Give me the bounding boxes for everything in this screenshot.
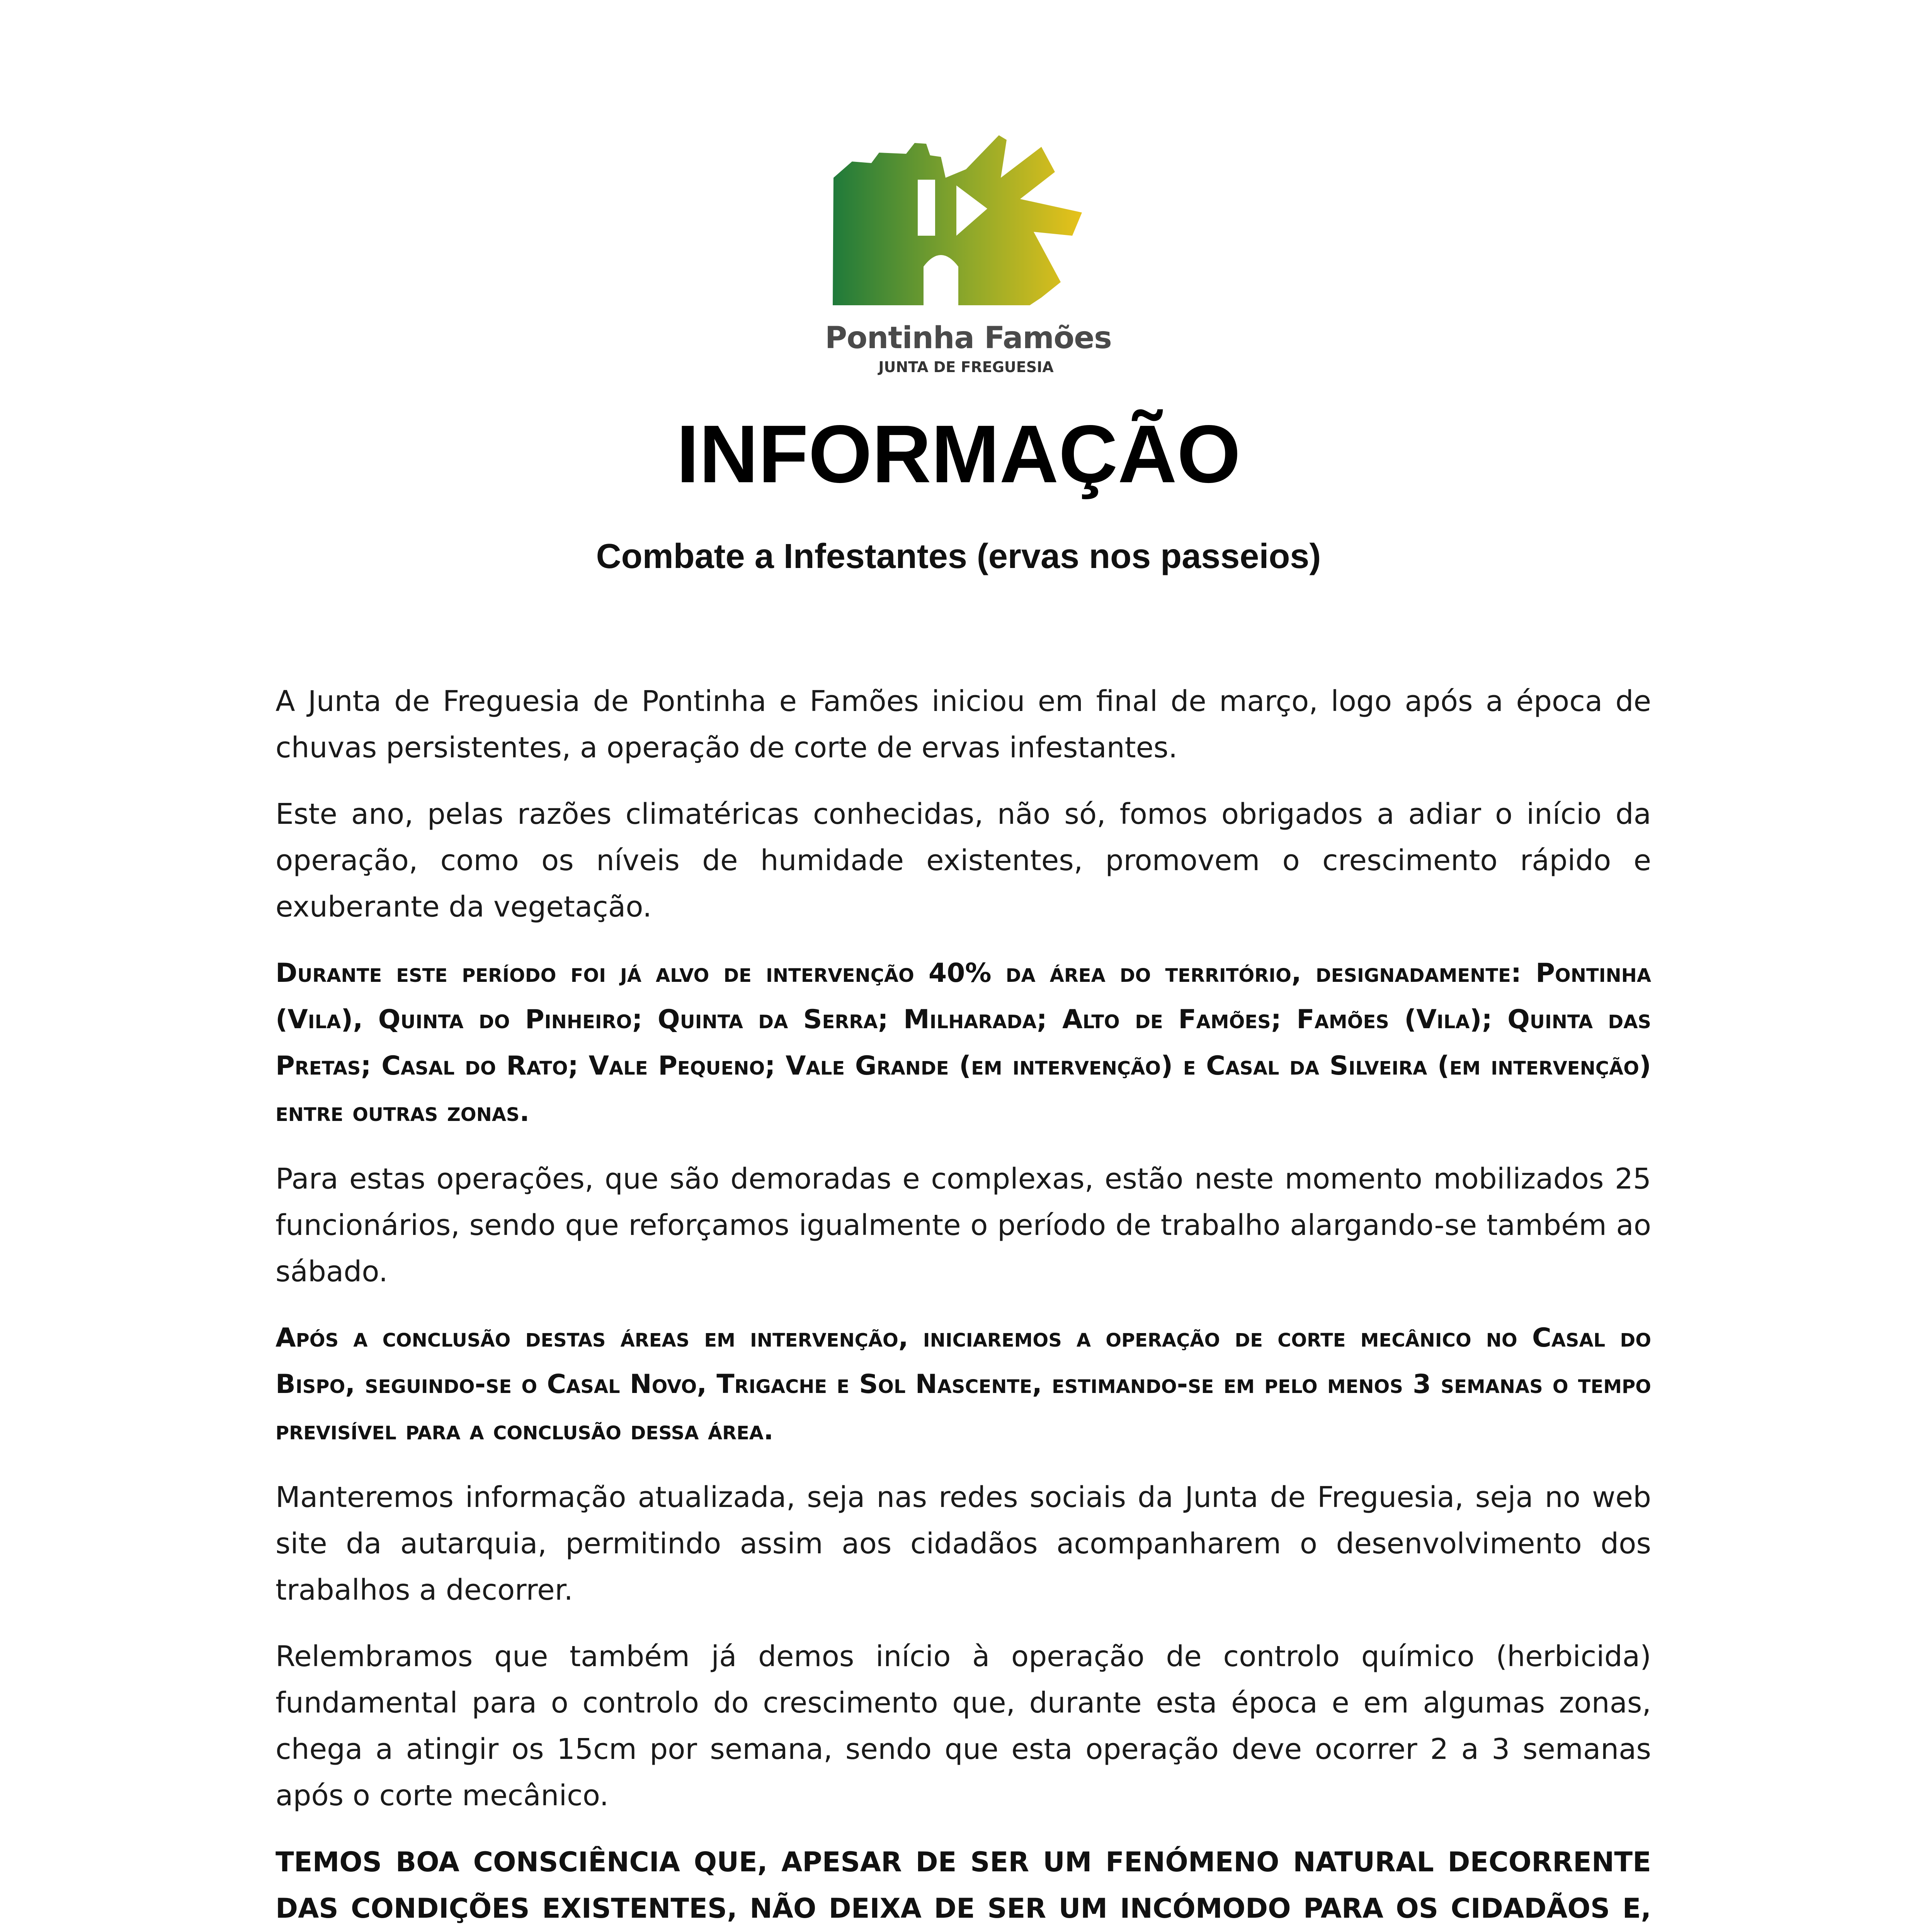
document-body xyxy=(276,678,1651,1932)
page-subtitle: Combate a Infestantes (ervas nos passeios) xyxy=(596,537,1321,576)
paragraph-awareness: TEMOS BOA CONSCIÊNCIA QUE, APESAR DE SER UM FENÓMENO NATURAL DECORRENTE DAS CONDIÇÕES EXISTENTES, NÃO DEIXA DE SER UM INCÓMODO PARA OS CIDADÃOS E, xyxy=(276,1846,1651,1924)
page-title: INFORMAÇÃO xyxy=(676,408,1241,500)
paragraph-updates: Manteremos informação atualizada, seja nas redes sociais da Junta de Freguesia, seja no web site da autarquia, permitindo assim aos cidadãos acompanharem o desenvolvimento dos trabalhos a decorrer. xyxy=(276,1481,1651,1607)
paragraph-herbicide: Relembramos que também já demos início à operação de controlo químico (herbicida) fundamental para o controlo do crescimento que, durante esta época e em algumas zonas, chega a atingir os 15cm por semana, sendo que esta operação deve ocorrer 2 a 3 semanas após o corte mecânico. xyxy=(276,1640,1651,1812)
castle-windmill-icon xyxy=(825,120,1107,328)
paragraph-intervention-areas: Durante este período foi já alvo de intervenção 40% da área do território, designadamente: Pontinha (Vila), Quinta do Pinheiro; Quinta da Serra; Milharada; Alto de Famões; Famões (Vila); Quinta das Pretas; Casal do Rato; Vale Pequeno; Vale Grande (em intervenção) e Casal da Silveira (em intervenção) entre outras zonas. xyxy=(276,958,1651,1128)
junta-logo xyxy=(825,120,1112,383)
paragraph-workforce: Para estas operações, que são demoradas e complexas, estão neste momento mobilizados 25 funcionários, sendo que reforçamos igualmente o período de trabalho alargando-se também ao sábado. xyxy=(276,1162,1651,1288)
paragraph-climate: Este ano, pelas razões climatéricas conhecidas, não só, fomos obrigados a adiar o início da operação, como os níveis de humidade existentes, promovem o crescimento rápido e exuberante da vegetação. xyxy=(276,798,1651,923)
logo-subtitle: JUNTA DE FREGUESIA xyxy=(878,359,1054,376)
paragraph-next-areas: Após a conclusão destas áreas em intervenção, iniciaremos a operação de corte mecânico no Casal do Bispo, seguindo-se o Casal Novo, Trigache e Sol Nascente, estimando-se em pelo menos 3 semanas o tempo previsível para a conclusão dessa área. xyxy=(276,1323,1651,1446)
logo-name: Pontinha Famões xyxy=(825,321,1112,355)
paragraph-intro: A Junta de Freguesia de Pontinha e Famões iniciou em final de março, logo após a época de chuvas persistentes, a operação de corte de ervas infestantes. xyxy=(276,685,1651,764)
